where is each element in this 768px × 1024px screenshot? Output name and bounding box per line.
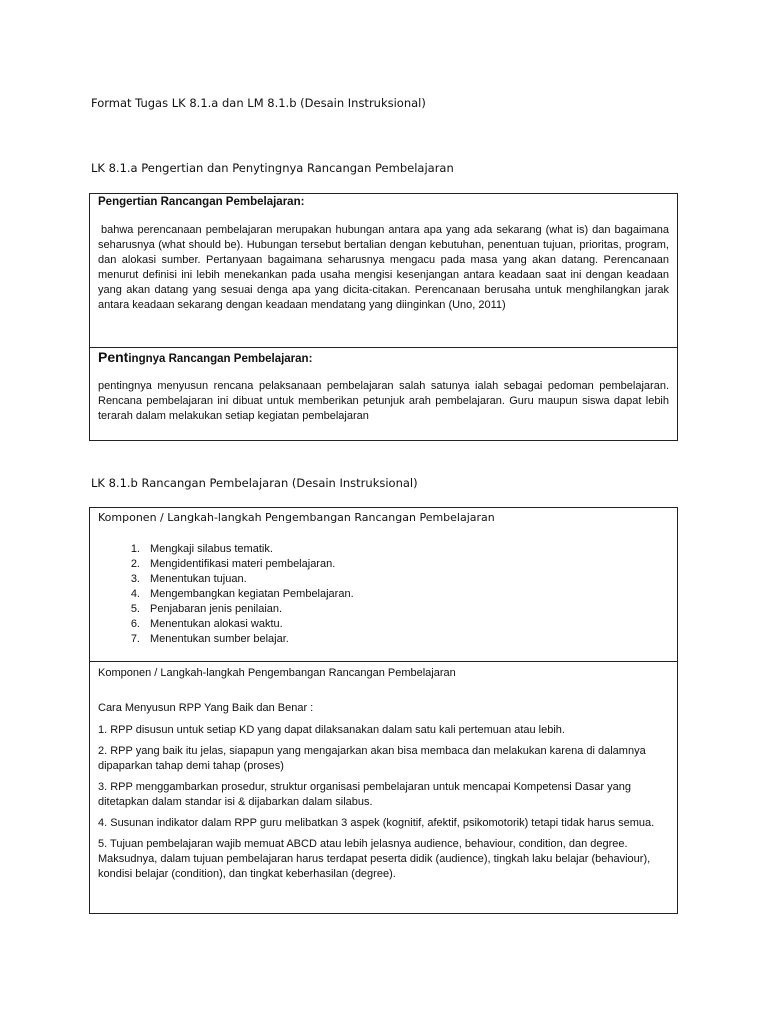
rpp-point-1: 1. RPP disusun untuk setiap KD yang dapat dilaksanakan dalam satu kali pertemuan atau lebih. <box>98 724 565 736</box>
list-item: 3. Menentukan tujuan. <box>130 573 247 585</box>
pengertian-section <box>90 194 677 347</box>
rpp-point-5: 5. Tujuan pembelajaran wajib memuat ABCD atau lebih jelasnya audience, behaviour, condition, dan degree. Maksudnya, dalam tujuan pembelajaran harus terdapat peserta didik (audience), tingkah laku belajar (behaviour), kondisi belajar (condition), dan tingkat keberhasilan (degree). <box>98 838 651 880</box>
rpp-subtitle: Cara Menyusun RPP Yang Baik dan Benar : <box>98 702 314 714</box>
rpp-point-2: 2. RPP yang baik itu jelas, siapapun yang mengajarkan akan bisa membaca dan melakukan karena di dalamnya dipaparkan tahap demi tahap (proses) <box>98 745 646 772</box>
komponen-list <box>98 542 669 647</box>
pentingnya-body: pentingnya menyusun rencana pelaksanaan pembelajaran salah satunya ialah sebagai pedoman pembelajaran. Rencana pembelajaran ini dibuat untuk memberikan petunjuk arah pembelajaran. Guru maupun siswa dapat lebih terarah dalam melakukan setiap kegiatan pembelajaran <box>98 380 669 422</box>
komponen-list-title: Komponen / Langkah-langkah Pengembangan Rancangan Pembelajaran <box>98 511 495 524</box>
komponen-list-section <box>90 508 677 661</box>
list-item: 6. Menentukan alokasi waktu. <box>130 618 283 630</box>
pengertian-title: Pengertian Rancangan Pembelajaran: <box>98 196 305 208</box>
rpp-section <box>90 661 677 882</box>
table-lk-a <box>89 193 678 441</box>
list-item: 1. Mengkaji silabus tematik. <box>130 543 273 555</box>
rpp-section-title: Komponen / Langkah-langkah Pengembangan Rancangan Pembelajaran <box>98 667 456 679</box>
list-item: 2. Mengidentifikasi materi pembelajaran. <box>130 558 336 570</box>
list-item: 7. Menentukan sumber belajar. <box>130 633 289 645</box>
list-item: 5. Penjabaran jenis penilaian. <box>130 603 283 615</box>
rpp-point-3: 3. RPP menggambarkan prosedur, struktur organisasi pembelajaran untuk mencapai Kompetensi Dasar yang ditetapkan dalam standar isi & dijabarkan dalam silabus. <box>98 781 631 808</box>
section-heading-lk-b: LK 8.1.b Rancangan Pembelajaran (Desain Instruksional) <box>91 476 418 490</box>
list-item: 4. Mengembangkan kegiatan Pembelajaran. <box>130 588 354 600</box>
pentingnya-title-lead: Pent <box>98 349 129 365</box>
rpp-point-4: 4. Susunan indikator dalam RPP guru melibatkan 3 aspek (kognitif, afektif, psikomotorik) tetapi tidak harus semua. <box>98 817 655 829</box>
pentingnya-title <box>98 349 669 365</box>
table-lk-b <box>89 507 678 914</box>
pentingnya-title-rest: ingnya Rancangan Pembelajaran: <box>128 353 313 365</box>
pengertian-body: bahwa perencanaan pembelajaran merupakan hubungan antara apa yang ada sekarang (what is) dan bagaimana seharusnya (what should be). Hubungan tersebut bertalian dengan kebutuhan, penentuan tujuan, prioritas, program, dan alokasi sumber. Pertanyaan bagaimana seharusnya mengacu pada masa yang akan datang. Perencanaan menurut definisi ini lebih menekankan pada usaha mengisi kesenjangan antara keadaan saat ini dengan keadaan yang akan datang yang sesuai denga apa yang dicita-citakan. Perencanaan berusaha untuk menghilangkan jarak antara keadaan sekarang dengan keadaan mendatang yang diinginkan (Uno, 2011) <box>98 224 669 311</box>
section-heading-lk-a: LK 8.1.a Pengertian dan Penytingnya Rancangan Pembelajaran <box>91 161 454 175</box>
document-title: Format Tugas LK 8.1.a dan LM 8.1.b (Desain Instruksional) <box>91 96 426 110</box>
pentingnya-section <box>90 347 677 424</box>
